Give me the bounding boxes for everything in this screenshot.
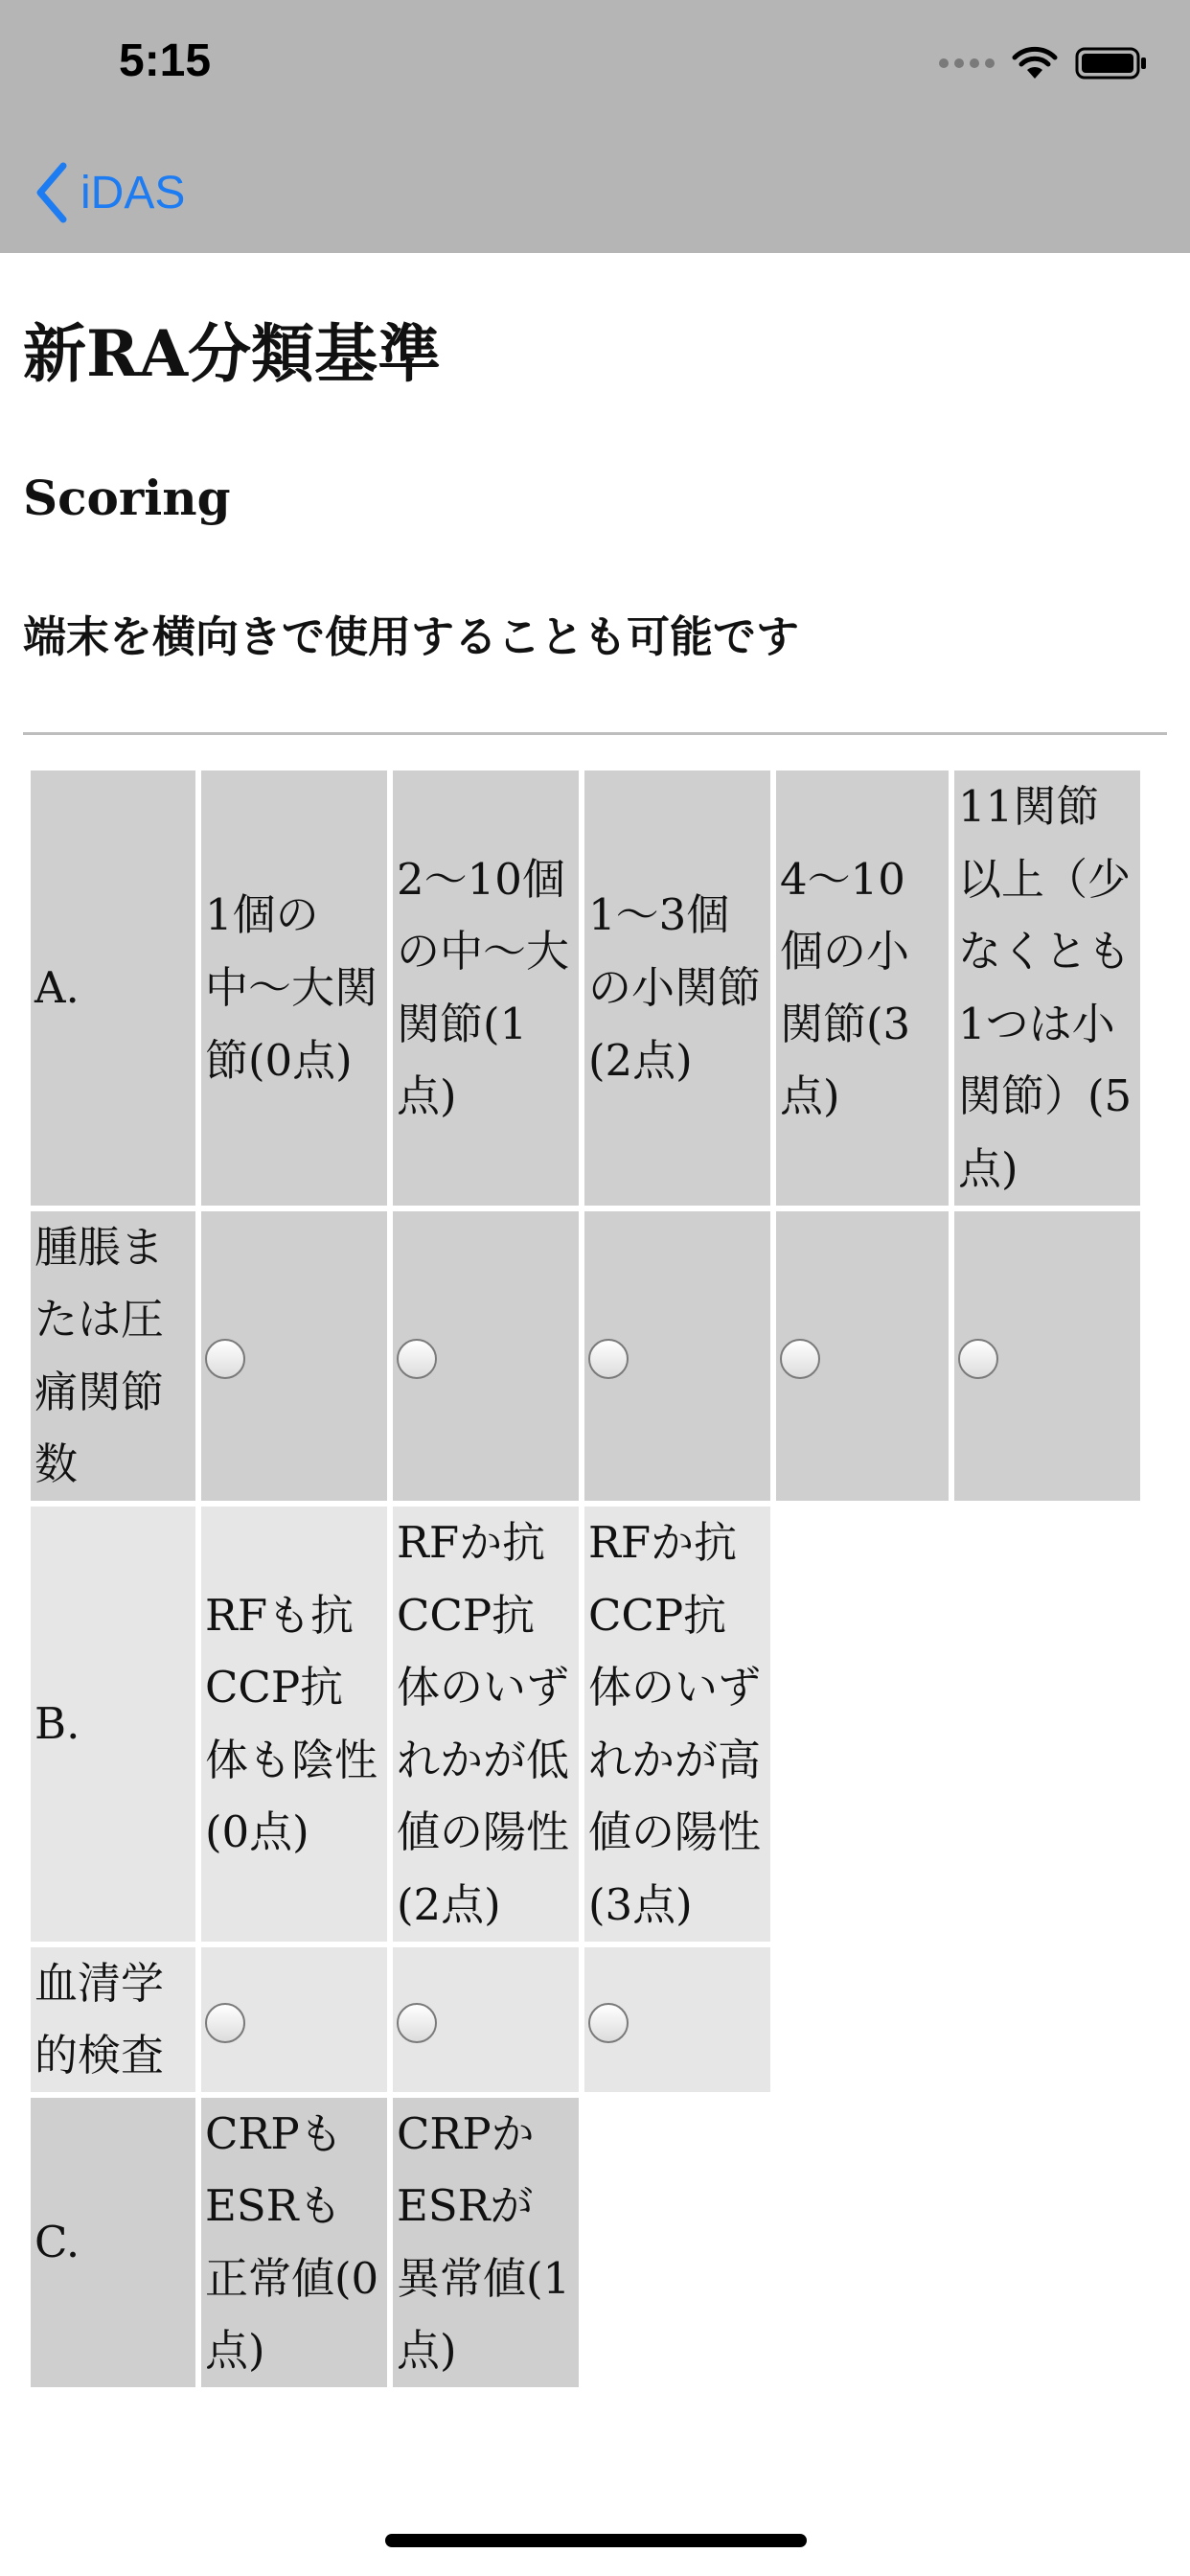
- radio-a-3[interactable]: [780, 1339, 820, 1379]
- table-row-b-options: [31, 1506, 1140, 1942]
- option-label: 1個の中〜大関節(0点): [201, 770, 387, 1206]
- radio-cell: [201, 1211, 387, 1501]
- back-button[interactable]: [34, 159, 185, 226]
- status-icons: [939, 42, 1148, 84]
- orientation-note: 端末を横向きで使用することも可能です: [23, 611, 800, 662]
- radio-b-2[interactable]: [588, 2003, 629, 2043]
- page-title: 新RA分類基準: [23, 316, 442, 391]
- radio-a-0[interactable]: [205, 1339, 245, 1379]
- radio-cell: [584, 1211, 770, 1501]
- option-label: CRPもESRも正常値(0点): [201, 2098, 387, 2387]
- option-label: RFも抗CCP抗体も陰性(0点): [201, 1506, 387, 1942]
- radio-b-1[interactable]: [397, 2003, 437, 2043]
- option-label: RFか抗CCP抗体のいずれかが高値の陽性(3点): [584, 1506, 770, 1942]
- criterion-a-label: 腫脹または圧痛関節数: [31, 1211, 195, 1501]
- option-label: 2〜10個の中〜大関節(1点): [393, 770, 579, 1206]
- option-label: 4〜10個の小関節(3点): [776, 770, 949, 1206]
- radio-a-2[interactable]: [588, 1339, 629, 1379]
- radio-cell: [584, 1947, 770, 2092]
- radio-cell: [201, 1947, 387, 2092]
- option-label: CRPかESRが異常値(1点): [393, 2098, 579, 2387]
- status-time: 5:15: [119, 35, 212, 86]
- radio-cell: [776, 1211, 949, 1501]
- option-label: 1〜3個の小関節(2点): [584, 770, 770, 1206]
- table-row-a-options: [31, 770, 1140, 1206]
- criterion-b-label: 血清学的検査: [31, 1947, 195, 2092]
- wifi-icon: [1012, 46, 1058, 80]
- section-subtitle: Scoring: [23, 470, 231, 526]
- option-label: RFか抗CCP抗体のいずれかが低値の陽性(2点): [393, 1506, 579, 1942]
- battery-icon: [1075, 46, 1148, 80]
- navigation-bar: [0, 0, 1190, 253]
- option-label: 11関節以上（少なくとも1つは小関節）(5点): [954, 770, 1140, 1206]
- signal-icon: [939, 58, 995, 68]
- scoring-table: [25, 765, 1146, 2393]
- table-row-a-radios: [31, 1211, 1140, 1501]
- criterion-c-header: C.: [31, 2098, 195, 2387]
- home-indicator[interactable]: [385, 2534, 807, 2547]
- chevron-left-icon: [34, 162, 69, 223]
- radio-cell: [393, 1211, 579, 1501]
- table-row-b-radios: [31, 1947, 1140, 2092]
- table-row-c-options: [31, 2098, 1140, 2387]
- radio-a-1[interactable]: [397, 1339, 437, 1379]
- back-button-label: iDAS: [80, 167, 186, 218]
- radio-b-0[interactable]: [205, 2003, 245, 2043]
- radio-cell: [393, 1947, 579, 2092]
- radio-cell: [954, 1211, 1140, 1501]
- radio-a-4[interactable]: [958, 1339, 998, 1379]
- criterion-a-header: A.: [31, 770, 195, 1206]
- criterion-b-header: B.: [31, 1506, 195, 1942]
- divider: [23, 732, 1167, 735]
